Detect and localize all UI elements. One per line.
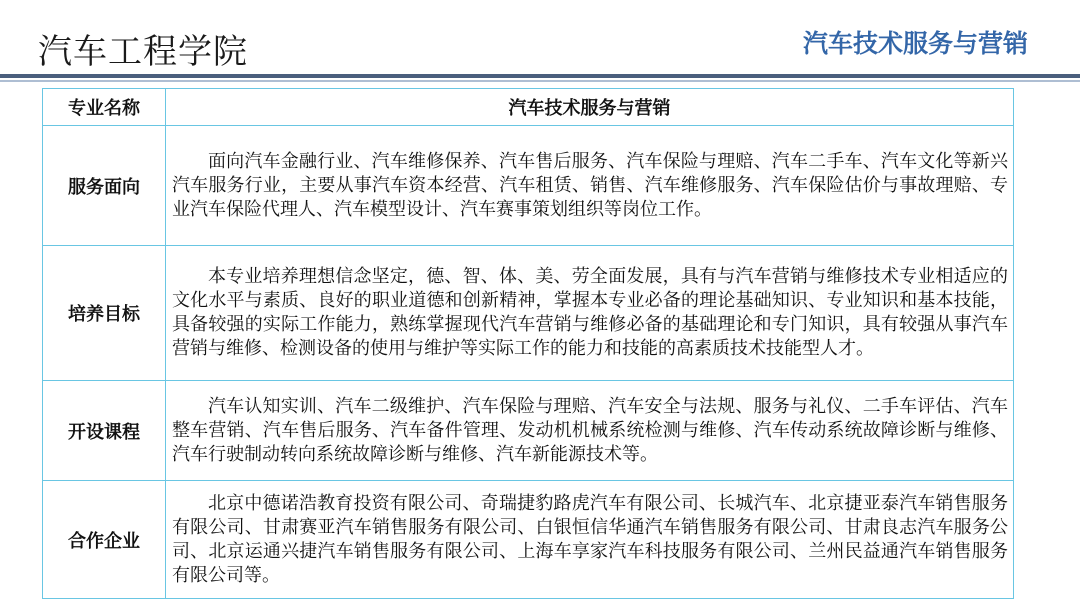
major-name-value: 汽车技术服务与营销 — [166, 89, 1014, 126]
page-title: 汽车工程学院 — [38, 32, 248, 72]
training-goal-text: 本专业培养理想信念坚定，德、智、体、美、劳全面发展，具有与汽车营销与维修技术专业相适应的文化水平与素质、良好的职业道德和创新精神，掌握本专业必备的理论基础知识、专业知识和基本技能，具备较强的实际工作能力，熟练掌握现代汽车营销与维修必备的基础理论和专门知识，具有较强从事汽车营销与维修、检测设备的使用与维护等实际工作的能力和技能的高素质技术技能型人才。 — [172, 266, 1008, 359]
service-direction-cell — [166, 126, 1014, 246]
courses-cell — [166, 381, 1014, 481]
major-title: 汽车技术服务与营销 — [802, 29, 1028, 58]
table-row — [43, 126, 1014, 246]
courses-text: 汽车认知实训、汽车二级维护、汽车保险与理赔、汽车安全与法规、服务与礼仪、二手车评估、汽车整车营销、汽车售后服务、汽车备件管理、发动机机械系统检测与维修、汽车传动系统故障诊断与维修、汽车行驶制动转向系统故障诊断与维修、汽车新能源技术等。 — [172, 395, 1008, 465]
table-row — [43, 89, 1014, 126]
partners-cell — [166, 481, 1014, 599]
partners-label: 合作企业 — [43, 481, 166, 599]
courses-label: 开设课程 — [43, 381, 166, 481]
major-name-label: 专业名称 — [43, 89, 166, 126]
table-row — [43, 246, 1014, 381]
training-goal-label: 培养目标 — [43, 246, 166, 381]
table-row — [43, 381, 1014, 481]
service-direction-text: 面向汽车金融行业、汽车维修保养、汽车售后服务、汽车保险与理赔、汽车二手车、汽车文化等新兴汽车服务行业，主要从事汽车资本经营、汽车租赁、销售、汽车维修服务、汽车保险估价与事故理赔、专业汽车保险代理人、汽车模型设计、汽车赛事策划组织等岗位工作。 — [172, 150, 1008, 220]
service-direction-label: 服务面向 — [43, 126, 166, 246]
table-row — [43, 481, 1014, 599]
partners-text: 北京中德诺浩教育投资有限公司、奇瑞捷豹路虎汽车有限公司、长城汽车、北京捷亚泰汽车销售服务有限公司、甘肃赛亚汽车销售服务有限公司、白银恒信华通汽车销售服务有限公司、甘肃良志汽车服务公司、北京运通兴捷汽车销售服务有限公司、上海车享家汽车科技服务有限公司、兰州民益通汽车销售服务有限公司等。 — [172, 492, 1008, 586]
major-info-table — [42, 88, 1014, 599]
header-divider-light — [0, 80, 1080, 82]
training-goal-cell — [166, 246, 1014, 381]
header-divider — [0, 74, 1080, 78]
